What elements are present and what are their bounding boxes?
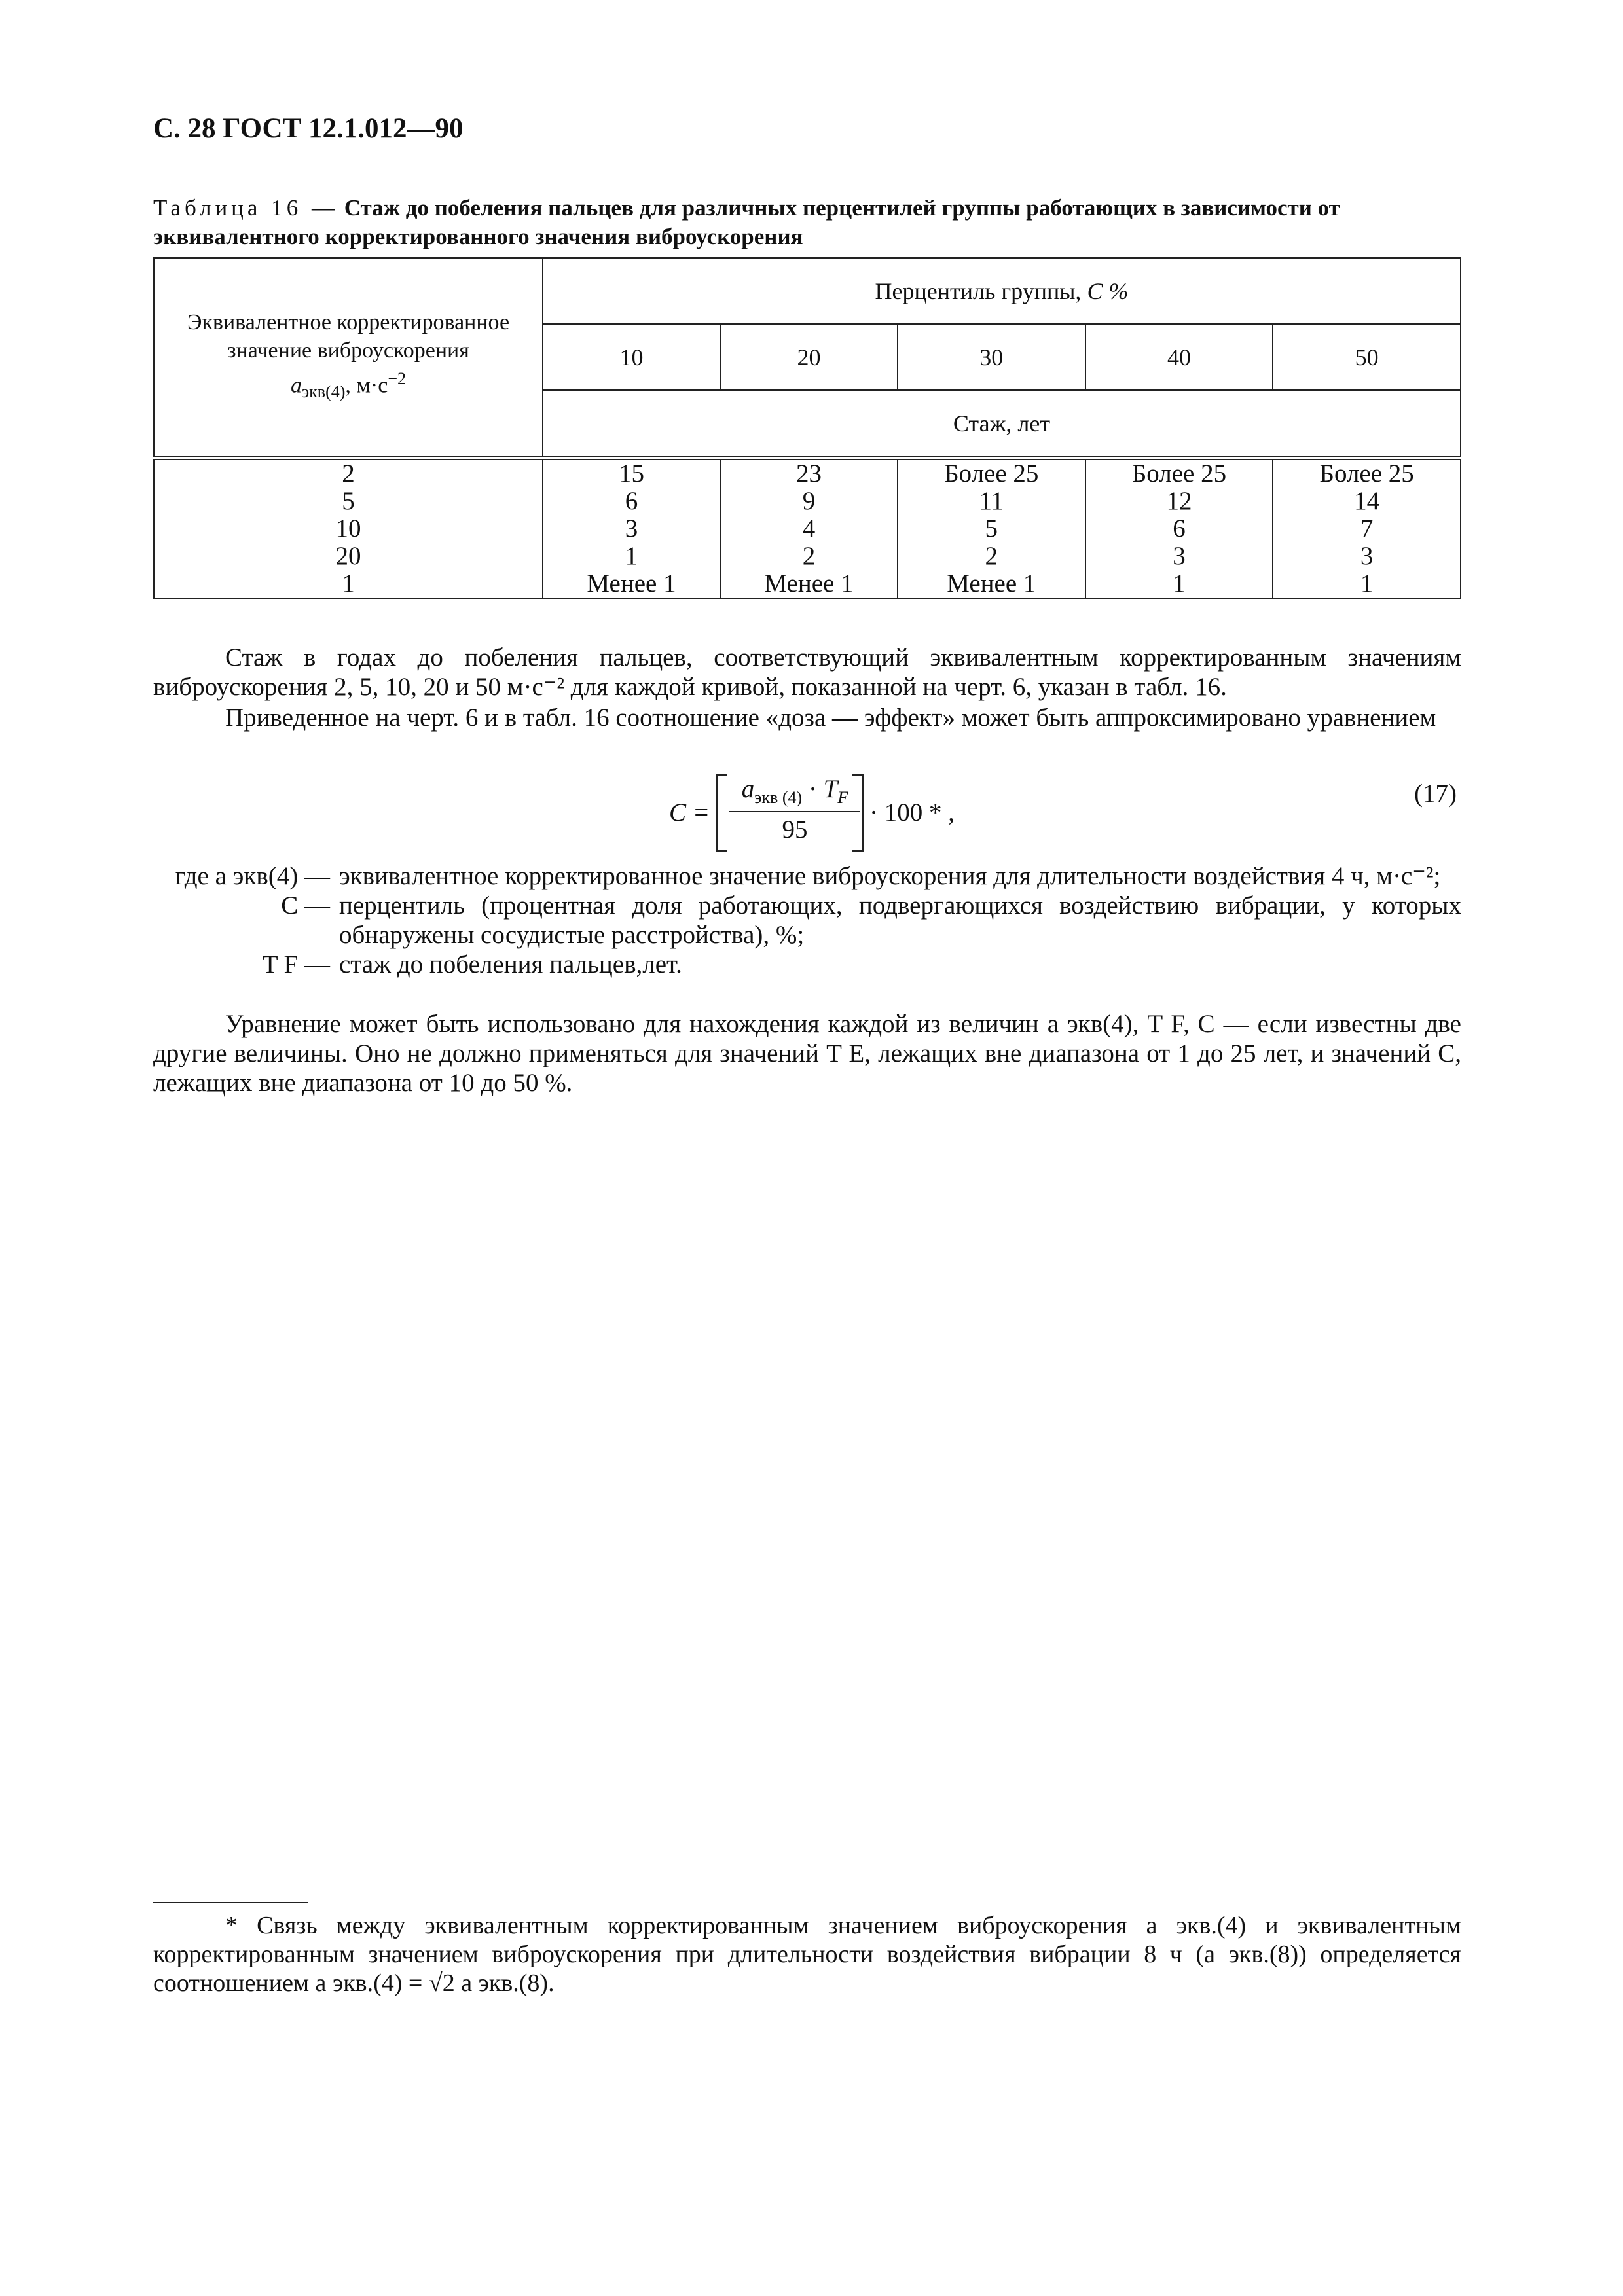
cell: Более 25: [1131, 459, 1227, 488]
formula-lhs: [669, 798, 710, 827]
paragraph-3: Уравнение может быть использовано для нахождения каждой из величин a экв(4), T F, C — если известны две другие величины. Оно не должно применяться для значений T E, лежащих вне диапазона от 1 до 25 лет, и значений С, лежащих вне диапазона от 10 до 50 %.: [153, 1010, 1461, 1097]
formula-denominator: 95: [782, 816, 808, 844]
caption-label: Таблица 16 —: [153, 195, 338, 221]
num-sub: экв (4): [754, 787, 803, 807]
cell: 2: [342, 459, 355, 488]
left-header: [154, 258, 543, 458]
cell: 1: [1360, 569, 1374, 598]
cell: 1: [1173, 569, 1186, 598]
table-body: [154, 458, 1461, 599]
group-header-symbol: С %: [1087, 278, 1129, 304]
cell: 6: [625, 487, 638, 515]
accel-symbol: a: [291, 373, 302, 398]
cell: 2: [802, 542, 816, 570]
group-header: [543, 258, 1461, 324]
definitions: [153, 861, 1461, 979]
col-p30: [898, 458, 1085, 599]
paragraph-2: Приведенное на черт. 6 и в табл. 16 соотношение «доза — эффект» может быть аппроксимировано уравнением: [225, 704, 1436, 732]
left-header-line-3: [155, 365, 542, 406]
cell: 1: [342, 569, 355, 598]
cell: Более 25: [944, 459, 1039, 488]
cell: 3: [1360, 542, 1374, 570]
percentile-50: 50: [1273, 324, 1461, 390]
data-table: [153, 257, 1461, 599]
formula-number: (17): [1414, 780, 1457, 808]
num-tf-sub: F: [837, 787, 848, 807]
footnote-rule: [153, 1902, 308, 1903]
col-p20: [720, 458, 898, 599]
percentile-20: 20: [720, 324, 898, 390]
cell: 10: [335, 514, 361, 543]
definition-accel: [153, 861, 1461, 891]
cell: 2: [985, 542, 998, 570]
cell: 12: [1166, 487, 1192, 515]
cell: 5: [985, 514, 998, 543]
cell: Более 25: [1319, 459, 1414, 488]
accel-sub: экв(4): [302, 382, 346, 402]
col-accel: [154, 458, 543, 599]
cell: 3: [1173, 542, 1186, 570]
num-tf: T: [823, 775, 838, 803]
num-symbol: a: [741, 775, 755, 803]
page-header: С. 28 ГОСТ 12.1.012—90: [153, 113, 464, 144]
left-bracket: [716, 774, 727, 852]
num-dot: ·: [808, 775, 817, 803]
cell: 1: [625, 542, 638, 570]
paragraph-1: Стаж в годах до побеления пальцев, соответствующий эквивалентным корректированным значениям виброускорения 2, 5, 10, 20 и 50 м·с⁻² для каждой кривой, показанной на черт. 6, указан в табл. 16.: [153, 643, 1461, 701]
cell: Менее 1: [764, 569, 854, 598]
def-body: перцентиль (процентная доля работающих, подвергающихся воздействию вибрации, у которых обнаружены сосудистые расстройства), %;: [339, 891, 1461, 949]
group-header-text: Перцентиль группы,: [875, 278, 1082, 304]
formula-lhs-text: C =: [669, 798, 710, 827]
cell: Менее 1: [587, 569, 676, 598]
cell: 3: [625, 514, 638, 543]
accel-sup: −2: [388, 368, 406, 388]
cell: 20: [335, 542, 361, 570]
cell: 23: [795, 459, 822, 488]
cell: 14: [1354, 487, 1380, 515]
formula-17: [648, 774, 1015, 853]
definition-c: [153, 891, 1461, 950]
definition-tf: [153, 950, 1461, 979]
units-row: Стаж, лет: [543, 390, 1461, 458]
left-header-line-2: значение виброускорения: [227, 338, 469, 363]
percentile-40: 40: [1085, 324, 1273, 390]
formula-numerator: [729, 774, 860, 808]
col-p40: [1085, 458, 1273, 599]
def-term: С —: [281, 891, 330, 920]
cell: 5: [342, 487, 355, 515]
percentile-10: 10: [543, 324, 720, 390]
def-term: где a экв(4) —: [175, 862, 330, 890]
cell: 6: [1173, 514, 1186, 543]
cell: 11: [979, 487, 1004, 515]
accel-unit: , м·с: [345, 373, 388, 398]
cell: 4: [802, 514, 816, 543]
col-p10: [543, 458, 720, 599]
footnote: * Связь между эквивалентным корректированным значением виброускорения a экв.(4) и эквивалентным корректированным значением виброускорения при длительности воздействия вибрации 8 ч (a экв.(8)) определяется соотношением a экв.(4) = √2 a экв.(8).: [153, 1912, 1461, 1997]
left-header-line-1: Эквивалентное корректированное: [187, 310, 510, 334]
right-bracket: [852, 774, 864, 852]
fraction-bar: [729, 811, 860, 812]
col-p50: [1273, 458, 1461, 599]
formula-tail: · 100 * ,: [869, 798, 955, 827]
def-term: T F —: [262, 950, 330, 978]
cell: 9: [802, 487, 816, 515]
cell: Менее 1: [947, 569, 1036, 598]
cell: 7: [1360, 514, 1374, 543]
def-body: стаж до побеления пальцев,лет.: [339, 950, 682, 978]
percentile-30: 30: [898, 324, 1085, 390]
cell: 15: [618, 459, 644, 488]
def-body: эквивалентное корректированное значение виброускорения для длительности воздействия 4 ч, м·с⁻²;: [339, 862, 1441, 890]
table-caption: [153, 194, 1463, 251]
caption-text: Стаж до побеления пальцев для различных перцентилей группы работающих в зависимости от эквивалентного корректированного значения виброускорения: [153, 195, 1340, 249]
